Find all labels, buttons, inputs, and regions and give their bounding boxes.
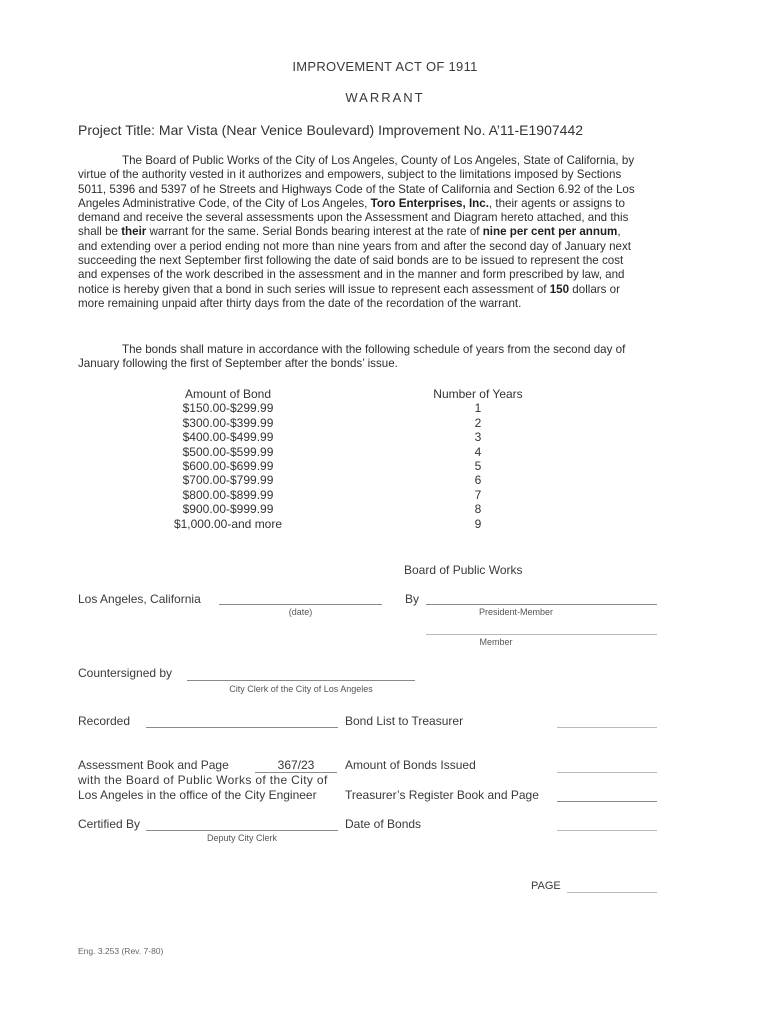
paragraph1-part1: The Board of Public Works of the City of Los Angeles, County of Los Angeles, State of California, by virtue of the authority vested in it authorizes and empowers, subject to the limitations imposed by Sections 5011, 5396 and 5397 of he Streets and Highways Code of the State of California and Section 6.92 of the Los Angeles Administrative Code, of the City of Los Angeles,: [78, 154, 635, 210]
page-line[interactable]: [567, 892, 657, 893]
amount-row: $400.00-$499.99: [182, 430, 274, 445]
paragraph1-part5: dollars or more remaining unpaid after thirty days from the date of the recordation of the warrant.: [78, 282, 620, 310]
authorization-paragraph: [78, 154, 638, 311]
warrant-title: WARRANT: [345, 90, 425, 105]
act-title: IMPROVEMENT ACT OF 1911: [292, 59, 478, 74]
date-line[interactable]: [219, 604, 382, 605]
amount-row: $900.00-$999.99: [182, 502, 274, 517]
amount-row: $150.00-$299.99: [182, 401, 274, 416]
deputy-caption: Deputy City Clerk: [206, 833, 278, 843]
years-row: 6: [474, 473, 482, 488]
page-label: PAGE: [531, 880, 561, 892]
interest-rate: nine per cent per annum: [482, 225, 618, 239]
assessment-amount: 150: [549, 282, 570, 296]
president-caption: President-Member: [478, 607, 554, 617]
project-title: Project Title: Mar Vista (Near Venice Boulevard) Improvement No. A’11-E1907442: [78, 122, 584, 138]
amount-row: $600.00-$699.99: [182, 459, 274, 474]
member-caption: Member: [479, 637, 513, 647]
date-of-bonds-label: Date of Bonds: [345, 817, 422, 831]
countersign-line[interactable]: [187, 680, 415, 681]
amount-row: $800.00-$899.99: [182, 487, 274, 502]
assessment-line-2: with the Board of Public Works of the City of: [78, 773, 328, 787]
amount-header: Amount of Bond: [184, 387, 272, 401]
amount-row: $500.00-$599.99: [182, 444, 274, 459]
maturity-paragraph: [78, 343, 638, 372]
years-row: 7: [474, 487, 482, 502]
certified-by-label: Certified By: [78, 817, 141, 831]
amount-row: $300.00-$399.99: [182, 415, 274, 430]
certified-by-line[interactable]: [146, 830, 338, 831]
form-number: Eng. 3.253 (Rev. 7-80): [78, 946, 164, 956]
years-row: 3: [474, 430, 482, 445]
assessment-book-label: Assessment Book and Page: [78, 758, 229, 772]
countersigned-label: Countersigned by: [78, 666, 173, 680]
date-caption: (date): [288, 607, 313, 617]
paragraph1-part2: , their agents or assigns to demand and receive the several assessments upon the Assessment and Diagram hereto attached, and this shall be: [78, 196, 629, 239]
bond-list-line[interactable]: [557, 727, 657, 728]
contractor-name: Toro Enterprises, Inc.: [370, 196, 489, 210]
paragraph1-part4: , and extending over a period ending not more than nine years from and after the second day of January next succeeding the next September first following the date of said bonds are to be issued to represent the cost and expenses of the work described in the assessment and in the manner and form prescribed by law, and notice is hereby given that a bond in such series will issue to represent each assessment of: [78, 225, 631, 296]
paragraph1-part3: warrant for the same. Serial Bonds bearing interest at the rate of: [146, 225, 483, 239]
years-row: 8: [474, 502, 482, 517]
years-header: Number of Years: [433, 387, 523, 401]
clerk-caption: City Clerk of the City of Los Angeles: [229, 684, 373, 694]
assessment-line-3: Los Angeles in the office of the City Engineer: [78, 788, 317, 802]
member-signature-line[interactable]: [426, 634, 657, 635]
years-row: 1: [474, 401, 482, 416]
paragraph2-text: The bonds shall mature in accordance with the following schedule of years from the second day of January following the first of September after the bonds’ issue.: [78, 343, 626, 371]
amount-issued-line[interactable]: [557, 772, 657, 773]
date-of-bonds-line[interactable]: [557, 830, 657, 831]
recorded-line[interactable]: [146, 727, 338, 728]
by-label: By: [405, 592, 420, 606]
years-row: 9: [474, 516, 482, 531]
their-emphasis: their: [121, 225, 147, 239]
amount-issued-label: Amount of Bonds Issued: [345, 758, 476, 772]
amount-row: $700.00-$799.99: [182, 473, 274, 488]
treasurer-register-label: Treasurer’s Register Book and Page: [345, 788, 539, 802]
amount-row: $1,000.00-and more: [173, 516, 283, 531]
recorded-label: Recorded: [78, 714, 131, 728]
years-row: 5: [474, 459, 482, 474]
assessment-book-value: 367/23: [277, 758, 315, 772]
years-row: 4: [474, 444, 482, 459]
years-row: 2: [474, 415, 482, 430]
board-label: Board of Public Works: [404, 563, 523, 577]
president-signature-line[interactable]: [426, 604, 657, 605]
treasurer-register-line[interactable]: [557, 801, 657, 802]
amount-column: [172, 387, 284, 531]
location-label: Los Angeles, California: [78, 592, 201, 606]
bond-list-label: Bond List to Treasurer: [345, 714, 464, 728]
years-column: [418, 387, 538, 531]
